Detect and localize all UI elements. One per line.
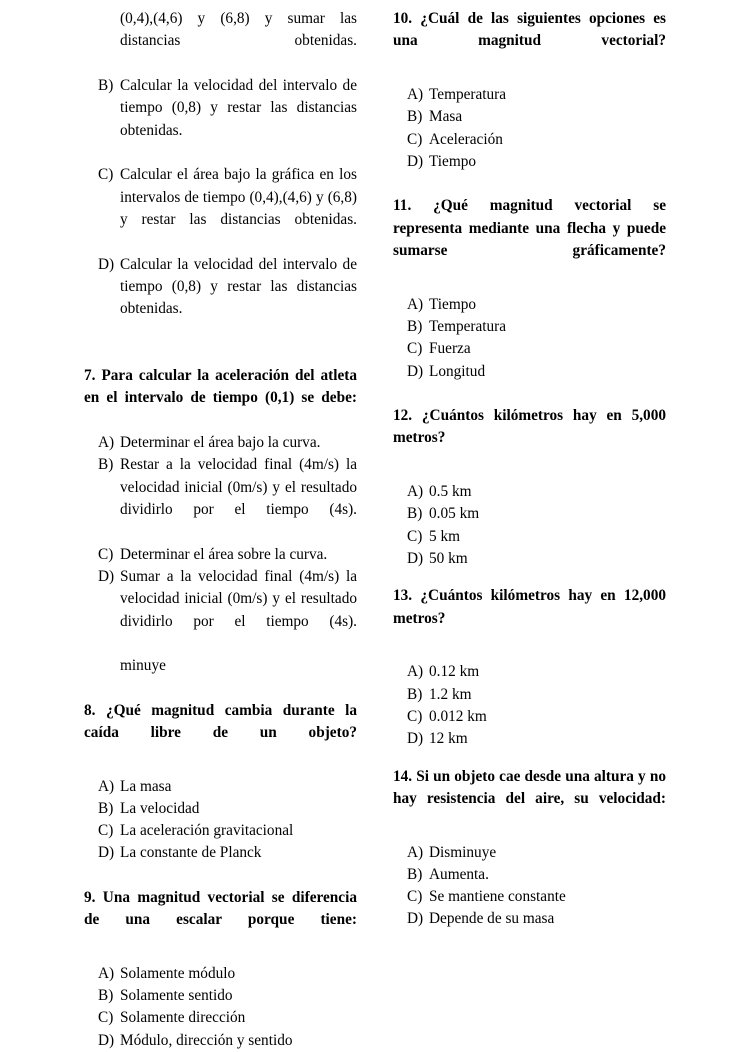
stem-options-gap xyxy=(393,833,666,842)
option-text: Solamente dirección xyxy=(120,1009,246,1027)
option-item[interactable] xyxy=(393,106,666,128)
option-text: Aceleración xyxy=(429,130,503,148)
option-text: Disminuye xyxy=(429,843,497,861)
option-letter: B) xyxy=(407,505,423,523)
option-item[interactable] xyxy=(84,566,357,655)
block-spacer xyxy=(393,570,666,585)
option-letter: A) xyxy=(98,777,115,795)
block-spacer xyxy=(84,865,357,887)
option-text: 0.12 km xyxy=(429,663,480,681)
question-14 xyxy=(393,766,666,931)
option-text: Determinar el área sobre la curva. xyxy=(120,545,328,563)
option-text: Solamente módulo xyxy=(120,964,236,982)
option-text: 0.012 km xyxy=(429,707,487,725)
option-item[interactable] xyxy=(84,1030,357,1052)
option-item[interactable] xyxy=(393,503,666,525)
option-text: La velocidad xyxy=(120,799,200,817)
option-letter: B) xyxy=(98,799,114,817)
option-item[interactable] xyxy=(84,544,357,566)
option-text: 0.05 km xyxy=(429,505,480,523)
block-spacer xyxy=(393,173,666,195)
option-text: Se mantiene constante xyxy=(429,888,566,906)
option-item[interactable] xyxy=(84,1007,357,1029)
option-item[interactable] xyxy=(84,432,357,454)
option-letter: B) xyxy=(98,456,114,474)
option-letter: A) xyxy=(407,85,424,103)
option-letter: C) xyxy=(407,340,423,358)
option-text: La masa xyxy=(120,777,172,795)
question-11-stem: 11. ¿Qué magnitud vectorial se representa mediante una flecha y puede sumarse gráficamente? xyxy=(393,197,666,259)
option-letter: D) xyxy=(98,255,115,273)
option-item[interactable] xyxy=(393,908,666,930)
stem-options-gap xyxy=(393,285,666,294)
option-letter: D) xyxy=(407,549,424,567)
stem-options-gap xyxy=(84,767,357,776)
question-12 xyxy=(393,405,666,570)
option-item[interactable] xyxy=(393,129,666,151)
option-item[interactable] xyxy=(393,886,666,908)
option-item[interactable] xyxy=(393,684,666,706)
option-text: Aumenta. xyxy=(429,865,489,883)
option-letter: C) xyxy=(407,707,423,725)
option-item[interactable] xyxy=(84,963,357,985)
option-text: Calcular la velocidad del intervalo de tiempo (0,8) y restar las distancias obtenidas. xyxy=(120,76,357,139)
option-item[interactable] xyxy=(84,820,357,842)
option-item[interactable] xyxy=(393,728,666,750)
option-text: 12 km xyxy=(429,730,468,748)
question-8 xyxy=(84,700,357,865)
option-letter: D) xyxy=(407,152,424,170)
option-item[interactable] xyxy=(393,361,666,383)
option-item[interactable] xyxy=(393,151,666,173)
option-letter: D) xyxy=(98,567,115,585)
option-item[interactable] xyxy=(393,316,666,338)
continued-lead-line xyxy=(84,8,357,75)
question-12-stem: 12. ¿Cuántos kilómetros hay en 5,000 metros? xyxy=(393,406,666,447)
option-text: Tiempo xyxy=(429,295,477,313)
question-14-options xyxy=(393,842,666,931)
option-text: 5 km xyxy=(429,527,461,545)
option-text: Calcular el área bajo la gráfica en los intervalos de tiempo (0,4),(4,6) y (6,8) y restar las distancias obtenidas. xyxy=(120,166,357,228)
option-item[interactable] xyxy=(84,454,357,543)
option-item[interactable] xyxy=(393,864,666,886)
option-letter: C) xyxy=(98,166,114,184)
question-8-options xyxy=(84,776,357,865)
left-column xyxy=(84,8,357,1049)
question-9 xyxy=(84,887,357,1052)
option-item[interactable] xyxy=(393,548,666,570)
option-text: Masa xyxy=(429,108,463,126)
option-letter: C) xyxy=(98,822,114,840)
continued-question-block xyxy=(84,8,357,343)
option-item[interactable] xyxy=(393,526,666,548)
option-letter: A) xyxy=(98,964,115,982)
question-10-options xyxy=(393,84,666,173)
option-text: La aceleración gravitacional xyxy=(120,822,294,840)
option-item[interactable] xyxy=(393,294,666,316)
question-13-options xyxy=(393,661,666,750)
continued-options xyxy=(84,75,357,343)
stem-options-gap xyxy=(84,954,357,963)
question-9-stem: 9. Una magnitud vectorial se diferencia de una escalar porque tiene: xyxy=(84,888,357,929)
option-letter: A) xyxy=(407,843,424,861)
block-spacer xyxy=(393,751,666,766)
option-text: 50 km xyxy=(429,549,468,567)
option-letter: D) xyxy=(407,910,424,928)
option-item[interactable] xyxy=(393,661,666,683)
option-item[interactable] xyxy=(393,842,666,864)
option-text: 0.5 km xyxy=(429,482,472,500)
option-item[interactable] xyxy=(84,842,357,864)
option-text: Módulo, dirección y sentido xyxy=(120,1031,293,1049)
option-text: Depende de su masa xyxy=(429,910,555,928)
stem-options-gap xyxy=(393,75,666,84)
option-letter: B) xyxy=(407,865,423,883)
option-letter: C) xyxy=(407,130,423,148)
option-text: Restar a la velocidad final (4m/s) la velocidad inicial (0m/s) y el resultado dividirlo por el tiempo (4s). xyxy=(120,456,357,518)
question-8-stem: 8. ¿Qué magnitud cambia durante la caída libre de un objeto? xyxy=(84,701,357,741)
option-text: Tiempo xyxy=(429,152,477,170)
question-9-options xyxy=(84,963,357,1052)
stem-options-gap xyxy=(393,652,666,661)
option-text: 1.2 km xyxy=(429,685,472,703)
question-14-stem: 14. Si un objeto cae desde una altura y no hay resistencia del aire, su velocidad: xyxy=(393,767,666,807)
option-letter: D) xyxy=(98,844,115,862)
option-item[interactable] xyxy=(84,798,357,820)
question-7-trailing-text: minuye xyxy=(120,657,166,675)
option-item[interactable] xyxy=(393,481,666,503)
question-11-options xyxy=(393,294,666,383)
question-13-stem: 13. ¿Cuántos kilómetros hay en 12,000 metros? xyxy=(393,587,666,627)
option-letter: C) xyxy=(407,527,423,545)
option-letter: A) xyxy=(407,295,424,313)
option-letter: A) xyxy=(98,433,115,451)
option-item[interactable] xyxy=(84,164,357,253)
block-spacer xyxy=(84,678,357,700)
option-text: La constante de Planck xyxy=(120,844,262,862)
option-letter: A) xyxy=(407,482,424,500)
option-letter: D) xyxy=(98,1031,115,1049)
option-item[interactable] xyxy=(84,254,357,343)
question-7-stem: 7. Para calcular la aceleración del atleta en el intervalo de tiempo (0,1) se debe: xyxy=(84,366,357,407)
option-text: Temperatura xyxy=(429,317,507,335)
option-letter: D) xyxy=(407,730,424,748)
option-letter: B) xyxy=(98,76,114,94)
option-item[interactable] xyxy=(84,985,357,1007)
question-10-stem: 10. ¿Cuál de las siguientes opciones es una magnitud vectorial? xyxy=(393,10,666,50)
question-12-options xyxy=(393,481,666,570)
stem-options-gap xyxy=(393,472,666,481)
option-letter: B) xyxy=(407,317,423,335)
option-text: Sumar a la velocidad final (4m/s) la velocidad inicial (0m/s) y el resultado dividirlo por el tiempo (4s). xyxy=(120,567,357,630)
continued-lead-text: (0,4),(4,6) y (6,8) y sumar las distancias obtenidas. xyxy=(120,10,357,50)
option-letter: A) xyxy=(407,663,424,681)
option-text: Determinar el área bajo la curva. xyxy=(120,433,321,451)
option-text: Fuerza xyxy=(429,340,471,358)
option-letter: B) xyxy=(407,685,423,703)
option-item[interactable] xyxy=(393,706,666,728)
question-11 xyxy=(393,195,666,383)
question-7 xyxy=(84,365,357,678)
right-column xyxy=(393,8,666,1020)
option-letter: C) xyxy=(407,888,423,906)
block-spacer xyxy=(393,383,666,405)
option-letter: B) xyxy=(98,987,114,1005)
question-10 xyxy=(393,8,666,173)
option-text: Solamente sentido xyxy=(120,987,233,1005)
question-7-options xyxy=(84,432,357,655)
option-item[interactable] xyxy=(84,776,357,798)
option-letter: B) xyxy=(407,108,423,126)
option-text: Longitud xyxy=(429,362,486,380)
option-letter: D) xyxy=(407,362,424,380)
option-letter: C) xyxy=(98,545,114,563)
option-item[interactable] xyxy=(393,338,666,360)
block-spacer xyxy=(84,343,357,365)
option-text: Calcular la velocidad del intervalo de tiempo (0,8) y restar las distancias obtenidas. xyxy=(120,255,357,318)
option-item[interactable] xyxy=(393,84,666,106)
question-13 xyxy=(393,585,666,750)
option-item[interactable] xyxy=(84,75,357,164)
option-letter: C) xyxy=(98,1009,114,1027)
option-text: Temperatura xyxy=(429,85,507,103)
